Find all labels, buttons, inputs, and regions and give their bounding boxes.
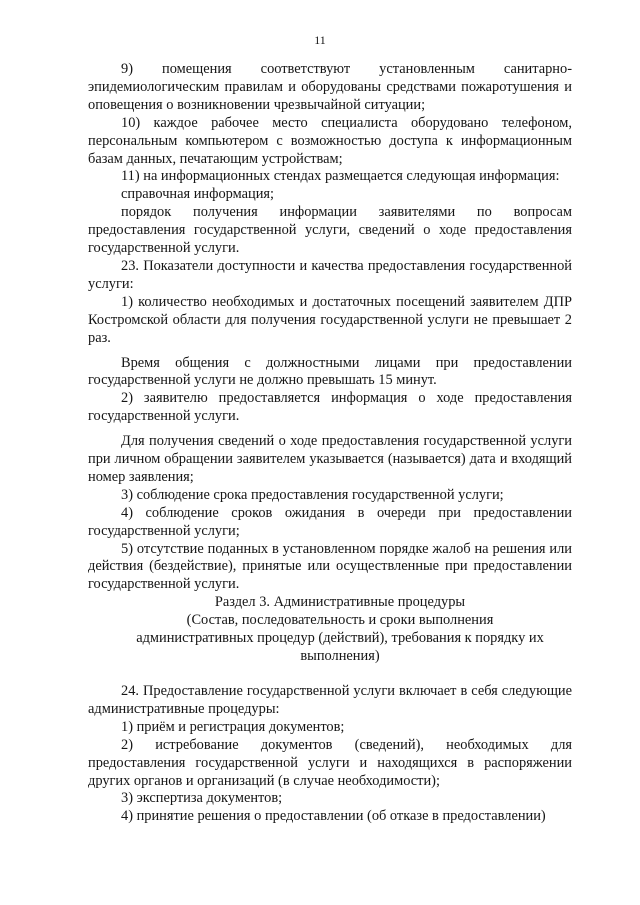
section-subtitle-line: административных процедур (действий), требования к порядку их <box>136 629 544 646</box>
page-number: 11 <box>314 33 326 47</box>
procedure-item-1: 1) приём и регистрация документов; <box>121 718 345 735</box>
paragraph-indicator-3: 3) соблюдение срока предоставления государственной услуги; <box>121 486 504 503</box>
section-subtitle-line: (Состав, последовательность и сроки выполнения <box>186 611 494 628</box>
procedures-text-block <box>88 683 572 826</box>
paragraph-item-9: 9) помещения соответствуют установленным санитарно-эпидемиологическим правилам и оборудованы средствами пожаротушения и оповещения о возникновении чрезвычайной ситуации; <box>88 61 572 113</box>
paragraph-clause-24: 24. Предоставление государственной услуги включает в себя следующие административные процедуры: <box>88 683 572 717</box>
procedure-item-4: 4) принятие решения о предоставлении (об отказе в предоставлении) <box>121 808 546 825</box>
procedure-item-2: 2) истребование документов (сведений), необходимых для предоставления государственной услуги и находящихся в распоряжении других органов и организаций (в случае необходимости); <box>88 736 572 789</box>
main-text-block <box>88 61 572 594</box>
paragraph-communication-time: Время общения с должностными лицами при предоставлении государственной услуги не должно превышать 15 минут. <box>88 354 572 389</box>
section-title: Раздел 3. Административные процедуры <box>214 594 466 610</box>
section-heading <box>110 594 570 666</box>
paragraph-info-procedure: порядок получения информации заявителями по вопросам предоставления государственной услуги, сведений о ходе предоставления государственной услуги. <box>88 204 572 257</box>
paragraph-indicator-1: 1) количество необходимых и достаточных посещений заявителем ДПР Костромской области для получения государственной услуги не превышает 2 раз. <box>88 293 572 346</box>
paragraph-indicator-5: 5) отсутствие поданных в установленном порядке жалоб на решения или действия (бездействие), принятые или осуществленные при предоставлении государственной услуги. <box>88 540 572 593</box>
paragraph-item-11: 11) на информационных стендах размещается следующая информация: <box>121 168 560 185</box>
section-subtitle-line: выполнения) <box>300 647 380 664</box>
paragraph-item-10: 10) каждое рабочее место специалиста оборудовано телефоном, персональным компьютером с возможностью доступа к информационным базам данных, печатающим устройствам; <box>88 114 572 167</box>
paragraph-clause-23: 23. Показатели доступности и качества предоставления государственной услуги: <box>88 257 572 292</box>
paragraph-status-info: Для получения сведений о ходе предоставления государственной услуги при личном обращении заявителем указывается (называется) дата и входящий номер заявления; <box>88 433 572 485</box>
procedure-item-3: 3) экспертиза документов; <box>121 790 283 807</box>
paragraph-indicator-2: 2) заявителю предоставляется информация о ходе предоставления государственной услуги. <box>88 390 572 425</box>
paragraph-indicator-4: 4) соблюдение сроков ожидания в очереди при предоставлении государственной услуги; <box>88 504 572 539</box>
paragraph-reference-info: справочная информация; <box>121 186 275 203</box>
